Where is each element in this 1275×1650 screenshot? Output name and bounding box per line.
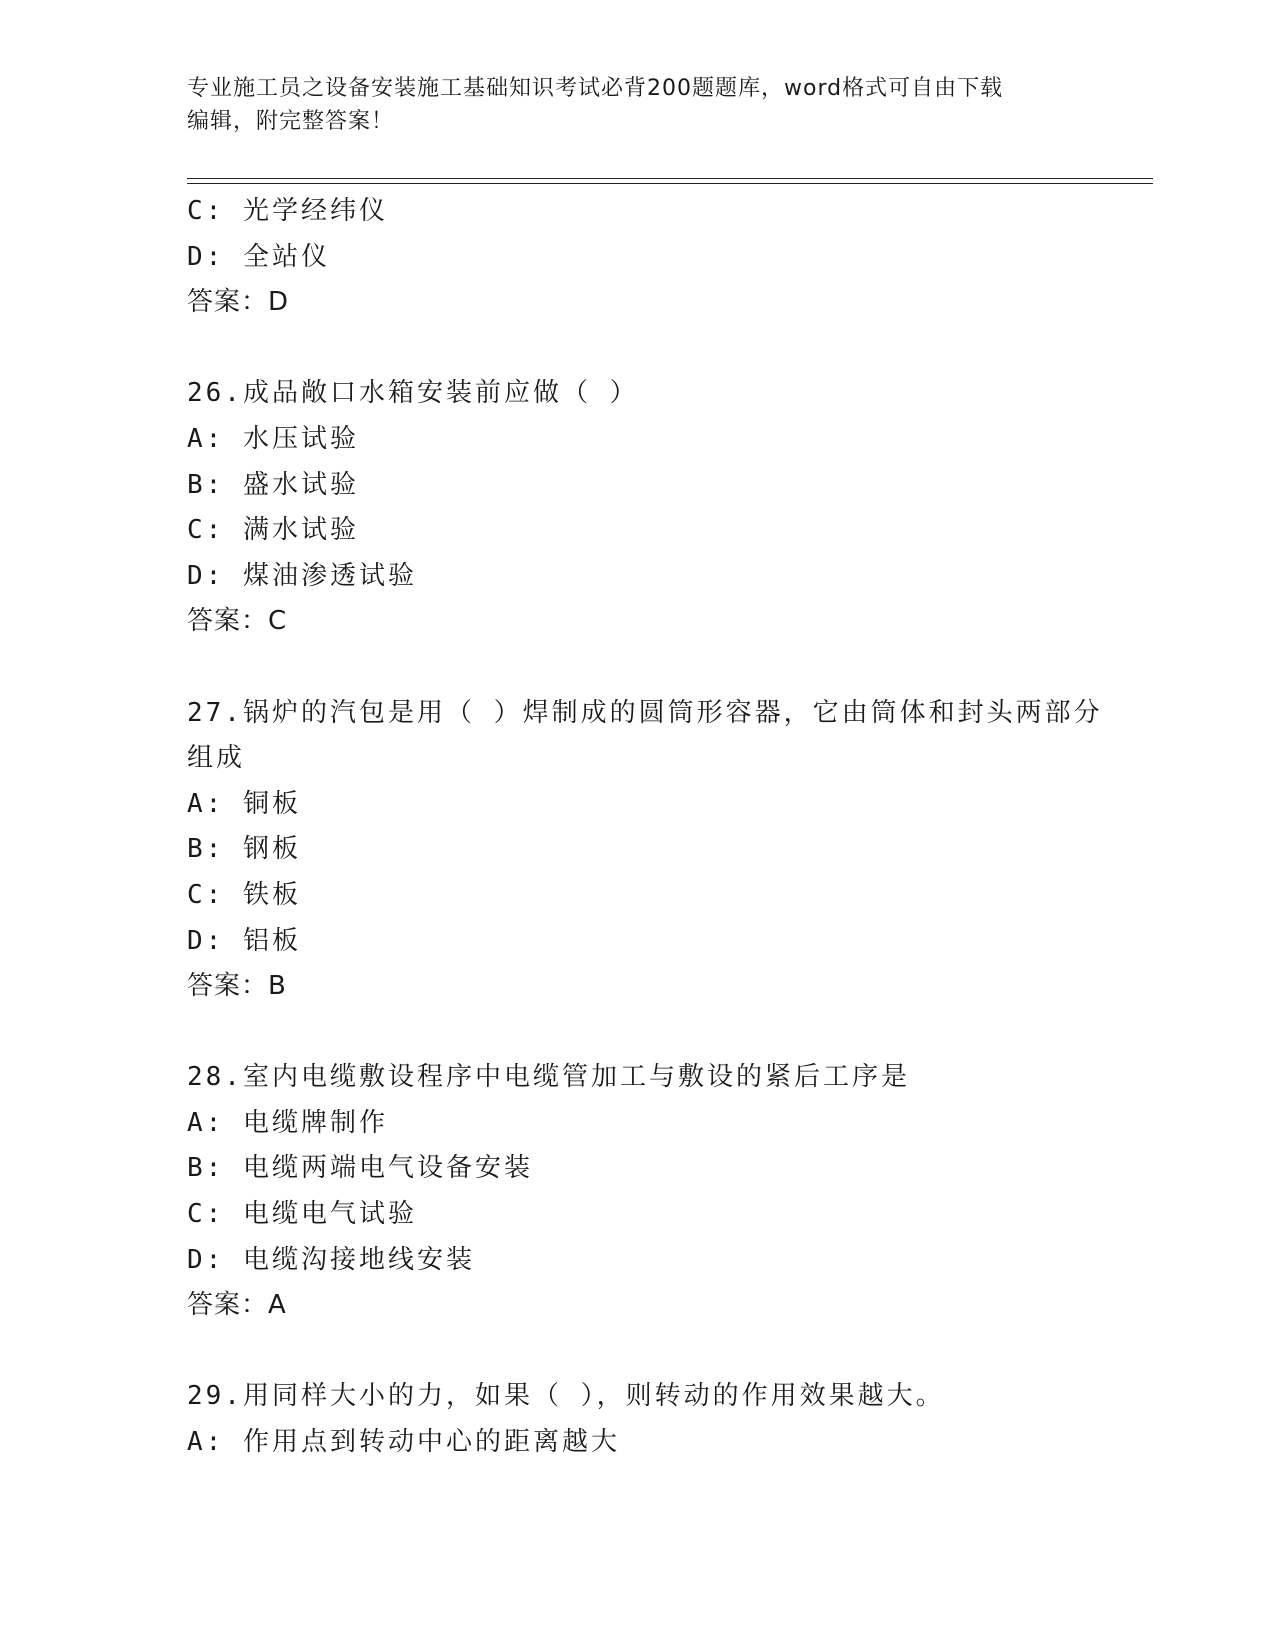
question-28 bbox=[187, 1055, 1117, 1329]
option-a bbox=[187, 1101, 1117, 1147]
question-stem: 28.室内电缆敷设程序中电缆管加工与敷设的紧后工序是 bbox=[187, 1062, 910, 1093]
option-letter: D: bbox=[187, 241, 225, 272]
answer-line: 答案：A bbox=[187, 1290, 287, 1321]
question-27 bbox=[187, 691, 1117, 1010]
option-letter: A: bbox=[187, 1427, 225, 1458]
option-text: 铝板 bbox=[242, 925, 301, 956]
option-text: 煤油渗透试验 bbox=[242, 560, 417, 591]
option-text: 盛水试验 bbox=[242, 469, 359, 500]
header-line-1: 专业施工员之设备安装施工基础知识考试必背200题题库，word格式可自由下载 bbox=[187, 76, 1004, 101]
option-letter: D: bbox=[187, 1244, 225, 1275]
option-a bbox=[187, 417, 1117, 463]
option-b bbox=[187, 1146, 1117, 1192]
option-text: 电缆沟接地线安装 bbox=[242, 1244, 475, 1275]
option-letter: C: bbox=[187, 879, 225, 910]
option-letter: A: bbox=[187, 1107, 225, 1138]
option-text: 铁板 bbox=[242, 879, 301, 910]
option-text: 电缆电气试验 bbox=[242, 1199, 417, 1230]
option-c bbox=[187, 189, 1117, 235]
option-text: 电缆两端电气设备安装 bbox=[242, 1153, 533, 1184]
option-text: 满水试验 bbox=[242, 515, 359, 546]
option-d bbox=[187, 919, 1117, 965]
option-text: 作用点到转动中心的距离越大 bbox=[242, 1427, 620, 1458]
option-a bbox=[187, 782, 1117, 828]
option-letter: C: bbox=[187, 196, 225, 226]
answer-line: 答案：D bbox=[187, 287, 290, 318]
option-d bbox=[187, 235, 1117, 281]
option-c bbox=[187, 1192, 1117, 1238]
question-stem: 29.用同样大小的力，如果（ ），则转动的作用效果越大。 bbox=[187, 1381, 945, 1412]
document-header bbox=[187, 72, 1087, 138]
option-letter: A: bbox=[187, 788, 225, 819]
option-a bbox=[187, 1420, 1117, 1466]
question-list bbox=[187, 189, 1117, 1466]
option-text: 全站仪 bbox=[242, 241, 330, 272]
option-b bbox=[187, 463, 1117, 509]
answer-line: 答案：B bbox=[187, 971, 287, 1002]
header-line-2: 编辑，附完整答案！ bbox=[187, 109, 395, 134]
option-c bbox=[187, 873, 1117, 919]
option-letter: B: bbox=[187, 1153, 225, 1184]
option-letter: C: bbox=[187, 1199, 225, 1230]
header-divider-top bbox=[187, 178, 1153, 179]
option-letter: A: bbox=[187, 423, 225, 454]
option-letter: B: bbox=[187, 834, 225, 865]
option-letter: C: bbox=[187, 515, 225, 546]
option-letter: D: bbox=[187, 560, 225, 591]
option-letter: B: bbox=[187, 469, 225, 500]
answer-line: 答案：C bbox=[187, 606, 288, 637]
header-divider-bottom bbox=[187, 183, 1153, 184]
option-b bbox=[187, 827, 1117, 873]
option-text: 光学经纬仪 bbox=[242, 196, 388, 226]
question-stem: 27.锅炉的汽包是用（ ）焊制成的圆筒形容器，它由筒体和封头两部分组成 bbox=[187, 697, 1103, 774]
option-text: 钢板 bbox=[242, 834, 301, 865]
option-text: 铜板 bbox=[242, 788, 301, 819]
option-letter: D: bbox=[187, 925, 225, 956]
option-c bbox=[187, 508, 1117, 554]
question-continued bbox=[187, 189, 1117, 326]
option-d bbox=[187, 1238, 1117, 1284]
option-text: 电缆牌制作 bbox=[242, 1107, 388, 1138]
question-29 bbox=[187, 1374, 1117, 1465]
option-text: 水压试验 bbox=[242, 423, 359, 454]
option-d bbox=[187, 554, 1117, 600]
question-26 bbox=[187, 371, 1117, 645]
question-stem: 26.成品敞口水箱安装前应做（ ） bbox=[187, 378, 639, 409]
